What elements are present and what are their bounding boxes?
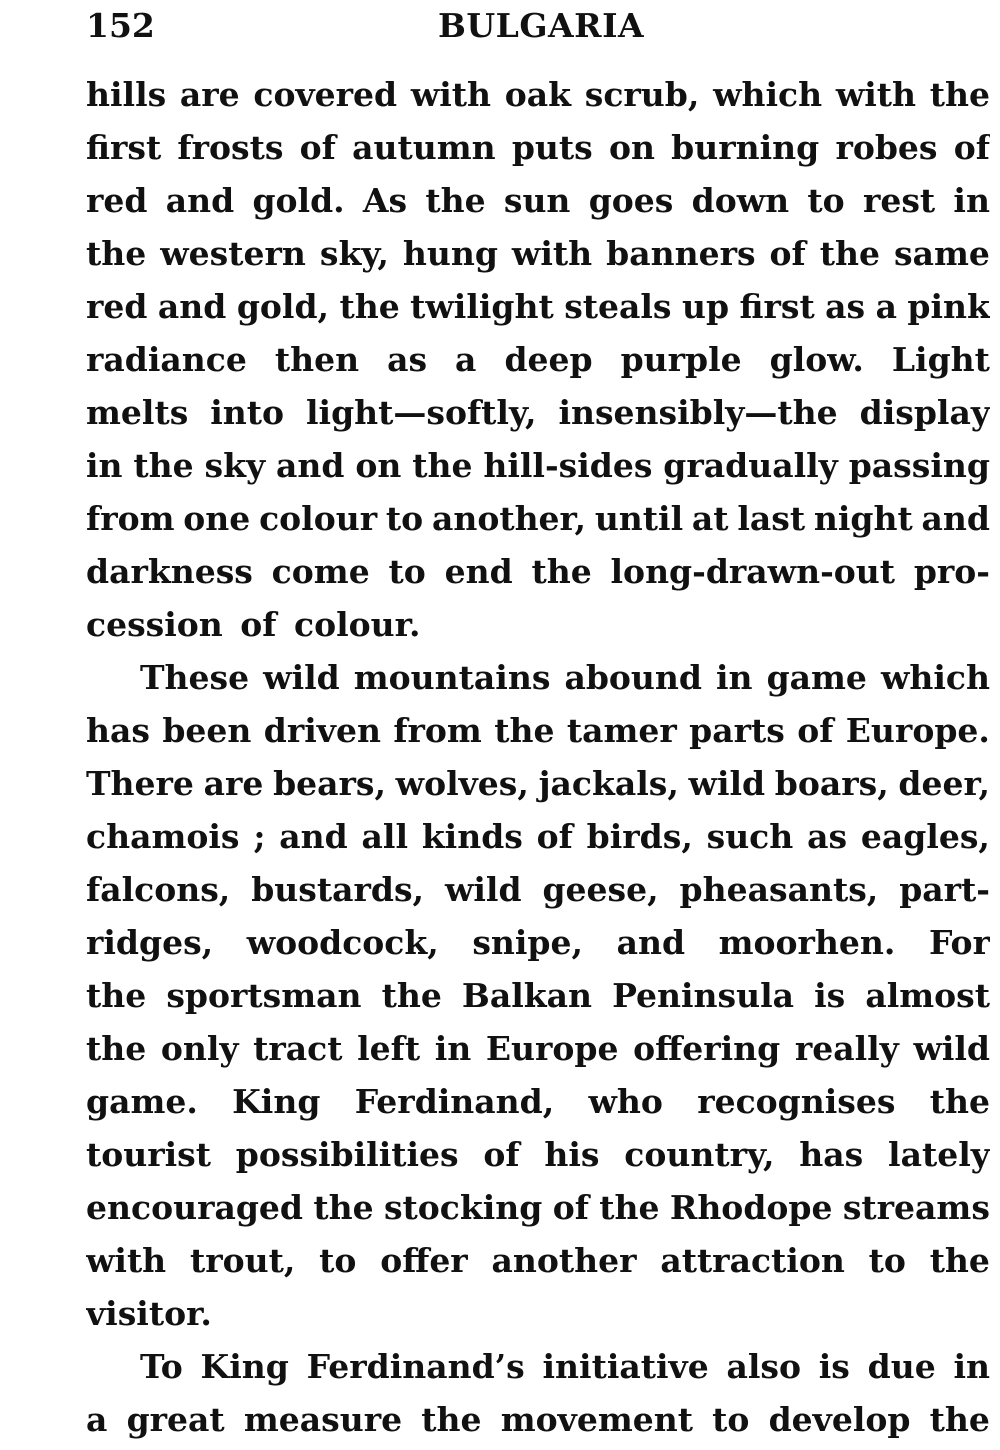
word: To xyxy=(140,1347,183,1386)
word: as xyxy=(387,340,428,379)
word: and xyxy=(165,181,235,220)
word: wild xyxy=(688,764,766,803)
word: stocking xyxy=(383,1188,543,1227)
text-line xyxy=(86,651,990,704)
word: which xyxy=(713,75,823,114)
word: long-drawn-out xyxy=(610,552,896,591)
word: in xyxy=(953,181,990,220)
word: tourist xyxy=(86,1135,211,1174)
word: has xyxy=(799,1135,864,1174)
word: a xyxy=(875,287,897,326)
word: covered xyxy=(253,75,398,114)
word: been xyxy=(162,711,252,750)
word: another xyxy=(491,1241,637,1280)
text-line xyxy=(86,1128,990,1181)
word: all xyxy=(361,817,409,856)
word: red xyxy=(86,181,148,220)
word: offer xyxy=(380,1241,468,1280)
word: jackals, xyxy=(538,764,679,803)
word: tract xyxy=(253,1029,343,1068)
word: part- xyxy=(899,870,990,909)
word: insensibly—the xyxy=(558,393,838,432)
word: passing xyxy=(848,446,990,485)
word: of xyxy=(797,711,834,750)
word: autumn xyxy=(352,128,496,167)
word: frosts xyxy=(177,128,284,167)
word: Peninsula xyxy=(612,976,795,1015)
word: sportsman xyxy=(166,976,362,1015)
word: from xyxy=(86,499,175,538)
word: the xyxy=(339,287,400,326)
word: the xyxy=(313,1188,374,1227)
word: puts xyxy=(511,128,593,167)
page-number: 152 xyxy=(86,6,155,45)
text-line xyxy=(86,704,990,757)
word: radiance xyxy=(86,340,247,379)
word: the xyxy=(819,234,881,273)
word: and xyxy=(157,287,227,326)
word: robes xyxy=(835,128,938,167)
word: ; xyxy=(253,817,266,856)
word: There xyxy=(86,764,194,803)
text-line xyxy=(86,333,990,386)
word: darkness xyxy=(86,552,253,591)
word: bears, xyxy=(273,764,386,803)
word: to xyxy=(385,499,424,538)
word: These xyxy=(140,658,250,697)
word: last xyxy=(737,499,806,538)
word: the xyxy=(86,234,147,273)
word: lately xyxy=(888,1135,990,1174)
word: steals xyxy=(564,287,672,326)
word: the xyxy=(929,1082,990,1121)
word: really xyxy=(794,1029,899,1068)
word: are xyxy=(179,75,240,114)
text-line xyxy=(86,492,990,545)
text-line xyxy=(86,916,990,969)
word: is xyxy=(818,1347,850,1386)
word: kinds xyxy=(421,817,523,856)
word: driven xyxy=(263,711,381,750)
running-title: BULGARIA xyxy=(438,6,645,45)
text-line xyxy=(86,439,990,492)
word: the xyxy=(425,181,486,220)
word: another, xyxy=(431,499,587,538)
word: attraction xyxy=(660,1241,845,1280)
text-line xyxy=(86,174,990,227)
word: twilight xyxy=(410,287,554,326)
text-line xyxy=(86,386,990,439)
word: the xyxy=(599,1188,660,1227)
word: moorhen. xyxy=(718,923,896,962)
word: the xyxy=(929,1241,990,1280)
word: with xyxy=(511,234,593,273)
word: the xyxy=(494,711,555,750)
word: great xyxy=(126,1400,225,1439)
word: down xyxy=(691,181,790,220)
word: For xyxy=(928,923,990,962)
word: who xyxy=(588,1082,663,1121)
word: parts xyxy=(689,711,785,750)
word: one xyxy=(183,499,251,538)
word: a xyxy=(455,340,477,379)
word: a xyxy=(86,1400,108,1439)
word: pro- xyxy=(913,552,990,591)
word: end xyxy=(444,552,513,591)
word: until xyxy=(594,499,684,538)
word: of xyxy=(769,234,806,273)
word: Light xyxy=(891,340,990,379)
text-line xyxy=(86,757,990,810)
word: Europe xyxy=(485,1029,619,1068)
word: bustards, xyxy=(251,870,425,909)
word: deep xyxy=(504,340,593,379)
word: on xyxy=(608,128,655,167)
word: the xyxy=(133,446,194,485)
word: deer, xyxy=(898,764,990,803)
word: streams xyxy=(842,1188,990,1227)
word: game xyxy=(766,658,867,697)
text-line xyxy=(86,280,990,333)
text-line xyxy=(86,1075,990,1128)
word: from xyxy=(393,711,482,750)
word: at xyxy=(691,499,729,538)
text-line xyxy=(86,227,990,280)
text-line xyxy=(86,1287,990,1340)
word: of xyxy=(483,1135,520,1174)
word: is xyxy=(814,976,846,1015)
word: Ferdinand, xyxy=(354,1082,555,1121)
word: King xyxy=(232,1082,321,1121)
word: due xyxy=(867,1347,936,1386)
word: wild xyxy=(913,1029,990,1068)
text-line xyxy=(86,121,990,174)
word: mountains xyxy=(353,658,551,697)
word: up xyxy=(681,287,730,326)
word: of xyxy=(552,1188,589,1227)
word: country, xyxy=(624,1135,775,1174)
text-line xyxy=(86,863,990,916)
word: to xyxy=(868,1241,906,1280)
word: to xyxy=(319,1241,357,1280)
word: colour xyxy=(259,499,378,538)
word: measure xyxy=(243,1400,403,1439)
word: purple xyxy=(620,340,742,379)
text-line xyxy=(86,1393,990,1446)
word: falcons, xyxy=(86,870,231,909)
word: and xyxy=(276,446,345,485)
word: as xyxy=(807,817,848,856)
word: western xyxy=(160,234,306,273)
word: Balkan xyxy=(461,976,592,1015)
text-line xyxy=(86,1022,990,1075)
word: gradually xyxy=(663,446,838,485)
word: the xyxy=(412,446,473,485)
word: then xyxy=(274,340,360,379)
word: the xyxy=(929,1400,990,1439)
word: melts xyxy=(86,393,189,432)
word: boars, xyxy=(774,764,889,803)
word: colour. xyxy=(294,605,421,644)
word: sky, xyxy=(319,234,389,273)
word: left xyxy=(357,1029,421,1068)
text-line xyxy=(86,598,990,651)
word: trout, xyxy=(189,1241,296,1280)
word: chamois xyxy=(86,817,240,856)
word: hung xyxy=(402,234,498,273)
word: possibilities xyxy=(235,1135,459,1174)
word: which xyxy=(880,658,990,697)
word: with xyxy=(86,1241,167,1280)
word: movement xyxy=(500,1400,693,1439)
word: almost xyxy=(865,976,990,1015)
word: ridges, xyxy=(86,923,214,962)
word: gold, xyxy=(236,287,330,326)
word: the xyxy=(381,976,442,1015)
word: banners xyxy=(606,234,756,273)
text-line xyxy=(86,1340,990,1393)
word: in xyxy=(953,1347,990,1386)
word: first xyxy=(739,287,815,326)
word: the xyxy=(86,1029,147,1068)
word: same xyxy=(894,234,990,273)
word: the xyxy=(421,1400,482,1439)
word: King xyxy=(200,1347,289,1386)
word: to xyxy=(712,1400,750,1439)
text-line xyxy=(86,1234,990,1287)
word: eagles, xyxy=(860,817,990,856)
word: to xyxy=(388,552,426,591)
word: Ferdinand’s xyxy=(306,1347,525,1386)
word: wild xyxy=(444,870,522,909)
word: glow. xyxy=(769,340,864,379)
word: As xyxy=(362,181,408,220)
word: of xyxy=(299,128,336,167)
word: wild xyxy=(263,658,340,697)
word: his xyxy=(544,1135,600,1174)
word: the xyxy=(86,976,147,1015)
word: sky xyxy=(204,446,266,485)
text-line xyxy=(86,68,990,121)
word: abound xyxy=(564,658,702,697)
word: and xyxy=(279,817,348,856)
word: light—softly, xyxy=(306,393,537,432)
word: in xyxy=(86,446,123,485)
word: rest xyxy=(862,181,936,220)
word: burning xyxy=(671,128,820,167)
text-line xyxy=(86,1181,990,1234)
word: pheasants, xyxy=(679,870,879,909)
word: geese, xyxy=(542,870,659,909)
word: into xyxy=(210,393,285,432)
word: and xyxy=(616,923,686,962)
word: on xyxy=(355,446,402,485)
word: sun xyxy=(503,181,571,220)
word: night xyxy=(813,499,913,538)
word: oak xyxy=(504,75,572,114)
word: with xyxy=(835,75,917,114)
word: has xyxy=(86,711,150,750)
body-text xyxy=(86,68,990,1446)
word: of xyxy=(953,128,990,167)
word: encouraged xyxy=(86,1188,303,1227)
word: come xyxy=(271,552,370,591)
word: pink xyxy=(907,287,990,326)
text-line xyxy=(86,545,990,598)
word: hill-sides xyxy=(483,446,653,485)
word: are xyxy=(203,764,264,803)
word: recognises xyxy=(697,1082,896,1121)
word: hills xyxy=(86,75,167,114)
word: scrub, xyxy=(584,75,700,114)
word: snipe, xyxy=(472,923,583,962)
word: birds, xyxy=(586,817,693,856)
word: tamer xyxy=(566,711,677,750)
word: as xyxy=(825,287,866,326)
word: Rhodope xyxy=(669,1188,833,1227)
word: the xyxy=(531,552,592,591)
word: in xyxy=(716,658,753,697)
word: and xyxy=(921,499,990,538)
word: Europe. xyxy=(845,711,990,750)
word: develop xyxy=(768,1400,911,1439)
word: woodcock, xyxy=(246,923,439,962)
word: first xyxy=(86,128,162,167)
word: display xyxy=(859,393,990,432)
word: goes xyxy=(588,181,674,220)
word: to xyxy=(807,181,845,220)
word: visitor. xyxy=(86,1294,212,1333)
word: cession xyxy=(86,605,223,644)
word: gold. xyxy=(252,181,345,220)
word: in xyxy=(434,1029,472,1068)
word: with xyxy=(410,75,492,114)
word: of xyxy=(240,605,277,644)
word: red xyxy=(86,287,148,326)
running-head xyxy=(86,2,990,50)
word: the xyxy=(929,75,990,114)
word: initiative xyxy=(542,1347,709,1386)
word: also xyxy=(726,1347,801,1386)
text-line xyxy=(86,969,990,1022)
word: wolves, xyxy=(395,764,529,803)
word: game. xyxy=(86,1082,198,1121)
text-line xyxy=(86,810,990,863)
word: offering xyxy=(633,1029,781,1068)
word: of xyxy=(536,817,573,856)
word: only xyxy=(160,1029,239,1068)
word: such xyxy=(706,817,794,856)
